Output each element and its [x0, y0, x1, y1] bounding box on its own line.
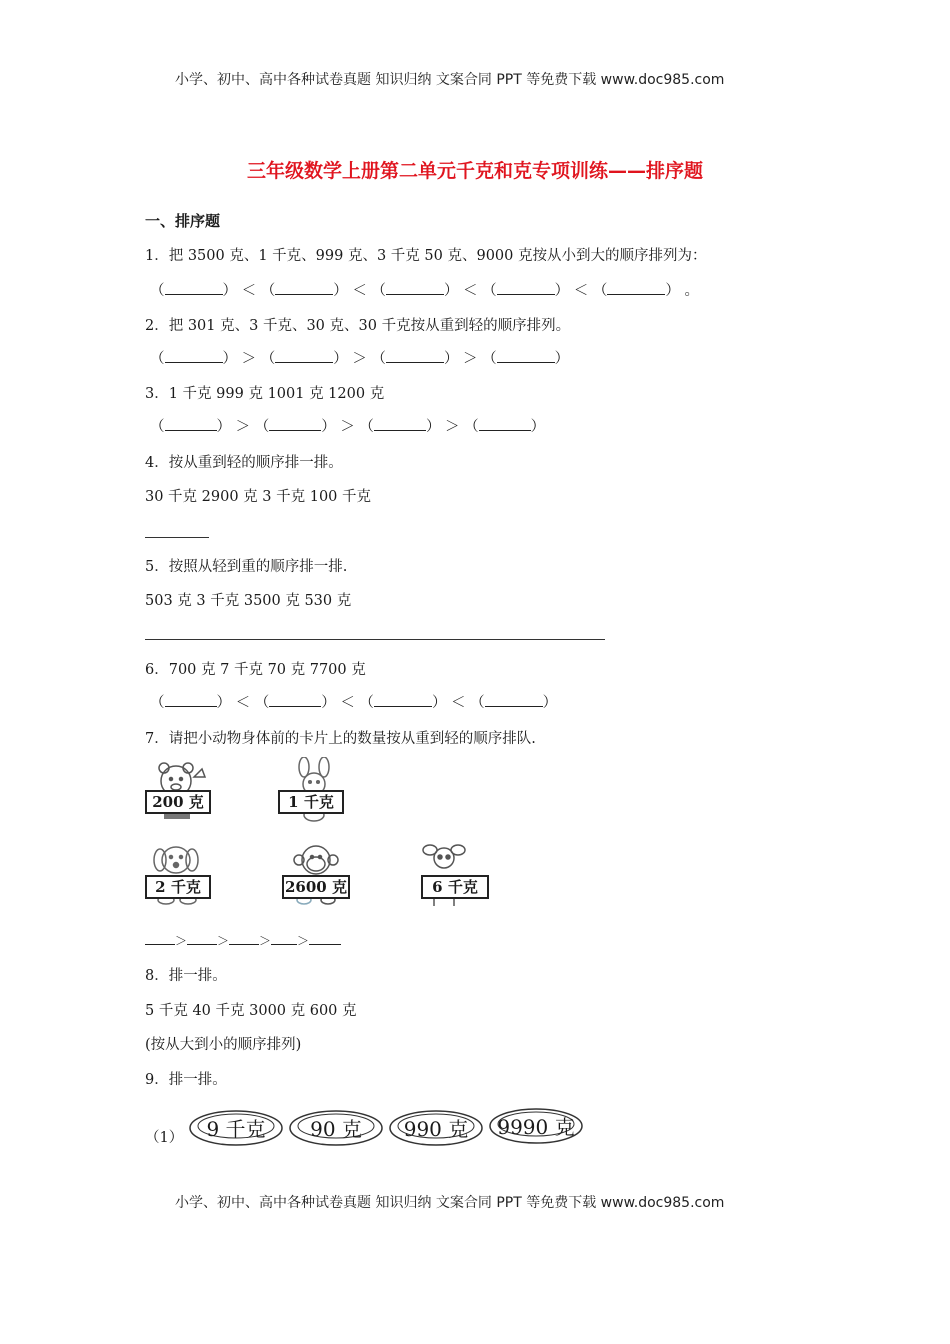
plate-item: [488, 1106, 584, 1146]
less-than-sign: ＜: [241, 283, 257, 299]
answer-blank[interactable]: [374, 692, 432, 707]
question-1: 1．把 3500 克、1 千克、999 克、3 千克 50 克、9000 克按从小到大的顺序排列为：: [145, 248, 707, 264]
question-7: 7．请把小动物身体前的卡片上的数量按从重到轻的顺序排队.: [145, 731, 536, 747]
answer-blank[interactable]: [374, 416, 426, 431]
answer-blank[interactable]: [386, 280, 444, 295]
question-8-items: 5 千克 40 千克 3000 克 600 克: [145, 1003, 357, 1019]
less-than-sign: ＜: [573, 283, 589, 299]
plate-label: 9 千克: [206, 1117, 266, 1141]
question-2: 2．把 301 克、3 千克、30 克、30 千克按从重到轻的顺序排列。: [145, 318, 571, 334]
answer-row-7: [145, 930, 341, 949]
plate-label: 990 克: [403, 1117, 469, 1141]
answer-blank[interactable]: [269, 416, 321, 431]
less-than-sign: ＜: [235, 695, 251, 711]
plate-item: [188, 1108, 284, 1148]
question-8-note: (按从大到小的顺序排列): [145, 1037, 302, 1053]
answer-blank[interactable]: [479, 416, 531, 431]
greater-than-sign: ＞: [259, 934, 272, 948]
less-than-sign: ＜: [340, 695, 355, 711]
question-5: 5．按照从轻到重的顺序排一排.: [145, 559, 348, 575]
answer-blank[interactable]: [497, 348, 555, 363]
plate-item: [288, 1108, 384, 1148]
plate-label: 90 克: [310, 1117, 362, 1141]
less-than-sign: ＜: [352, 283, 367, 299]
greater-than-sign: ＞: [445, 419, 460, 435]
answer-line[interactable]: [145, 537, 209, 538]
question-6: 6．700 克 7 千克 70 克 7700 克: [145, 662, 366, 678]
answer-blank[interactable]: [229, 930, 259, 945]
answer-row-2: （ ） ＞ （ ） ＞ （ ） ＞ （ ）: [150, 347, 569, 368]
weight-card: 2 千克: [145, 875, 211, 899]
plate-label: 9990 克: [497, 1115, 575, 1139]
greater-than-sign: ＞: [297, 934, 310, 948]
less-than-sign: ＜: [463, 283, 478, 299]
weight-card: 200 克: [145, 790, 211, 814]
greater-than-sign: ＞: [175, 934, 188, 948]
answer-blank[interactable]: [386, 348, 444, 363]
answer-blank[interactable]: [165, 280, 223, 295]
less-than-sign: ＜: [451, 695, 466, 711]
answer-blank[interactable]: [607, 280, 665, 295]
answer-row-3: （ ） ＞ （ ） ＞ （ ） ＞ （ ）: [150, 415, 545, 436]
page-title: 三年级数学上册第二单元千克和克专项训练——排序题: [246, 160, 703, 182]
question-8: 8．排一排。: [145, 968, 227, 984]
question-4-items: 30 千克 2900 克 3 千克 100 千克: [145, 489, 372, 505]
answer-blank[interactable]: [497, 280, 555, 295]
answer-blank[interactable]: [165, 348, 223, 363]
period: 。: [684, 283, 699, 299]
answer-blank[interactable]: [269, 692, 321, 707]
answer-blank[interactable]: [165, 692, 217, 707]
page-header: 小学、初中、高中各种试卷真题 知识归纳 文案合同 PPT 等免费下载 www.doc985.com: [175, 72, 725, 88]
question-9: 9．排一排。: [145, 1072, 227, 1088]
answer-blank[interactable]: [165, 416, 217, 431]
section-heading: 一、排序题: [145, 212, 221, 230]
answer-blank[interactable]: [271, 930, 297, 945]
question-3: 3．1 千克 999 克 1001 克 1200 克: [145, 386, 385, 402]
plate-item: [388, 1108, 484, 1148]
answer-blank[interactable]: [187, 930, 217, 945]
question-9-label: （1）: [145, 1130, 184, 1146]
page-footer: 小学、初中、高中各种试卷真题 知识归纳 文案合同 PPT 等免费下载 www.doc985.com: [175, 1195, 725, 1211]
greater-than-sign: ＞: [235, 419, 251, 435]
answer-line[interactable]: [145, 639, 605, 640]
answer-blank[interactable]: [275, 280, 333, 295]
question-5-items: 503 克 3 千克 3500 克 530 克: [145, 593, 352, 609]
answer-row-1: （ ） ＜ （ ） ＜ （ ） ＜ （ ） ＜ （ ） 。: [150, 279, 699, 300]
weight-card: 6 千克: [421, 875, 489, 899]
greater-than-sign: ＞: [463, 351, 478, 367]
answer-row-6: （ ） ＜ （ ） ＜ （ ） ＜ （ ）: [150, 691, 557, 712]
weight-card: 1 千克: [278, 790, 344, 814]
question-4: 4．按从重到轻的顺序排一排。: [145, 455, 343, 471]
answer-blank[interactable]: [309, 930, 341, 945]
greater-than-sign: ＞: [352, 351, 367, 367]
greater-than-sign: ＞: [241, 351, 257, 367]
weight-card: 2600 克: [282, 875, 350, 899]
answer-blank[interactable]: [145, 930, 175, 945]
greater-than-sign: ＞: [217, 934, 230, 948]
greater-than-sign: ＞: [340, 419, 355, 435]
answer-blank[interactable]: [275, 348, 333, 363]
answer-blank[interactable]: [485, 692, 543, 707]
